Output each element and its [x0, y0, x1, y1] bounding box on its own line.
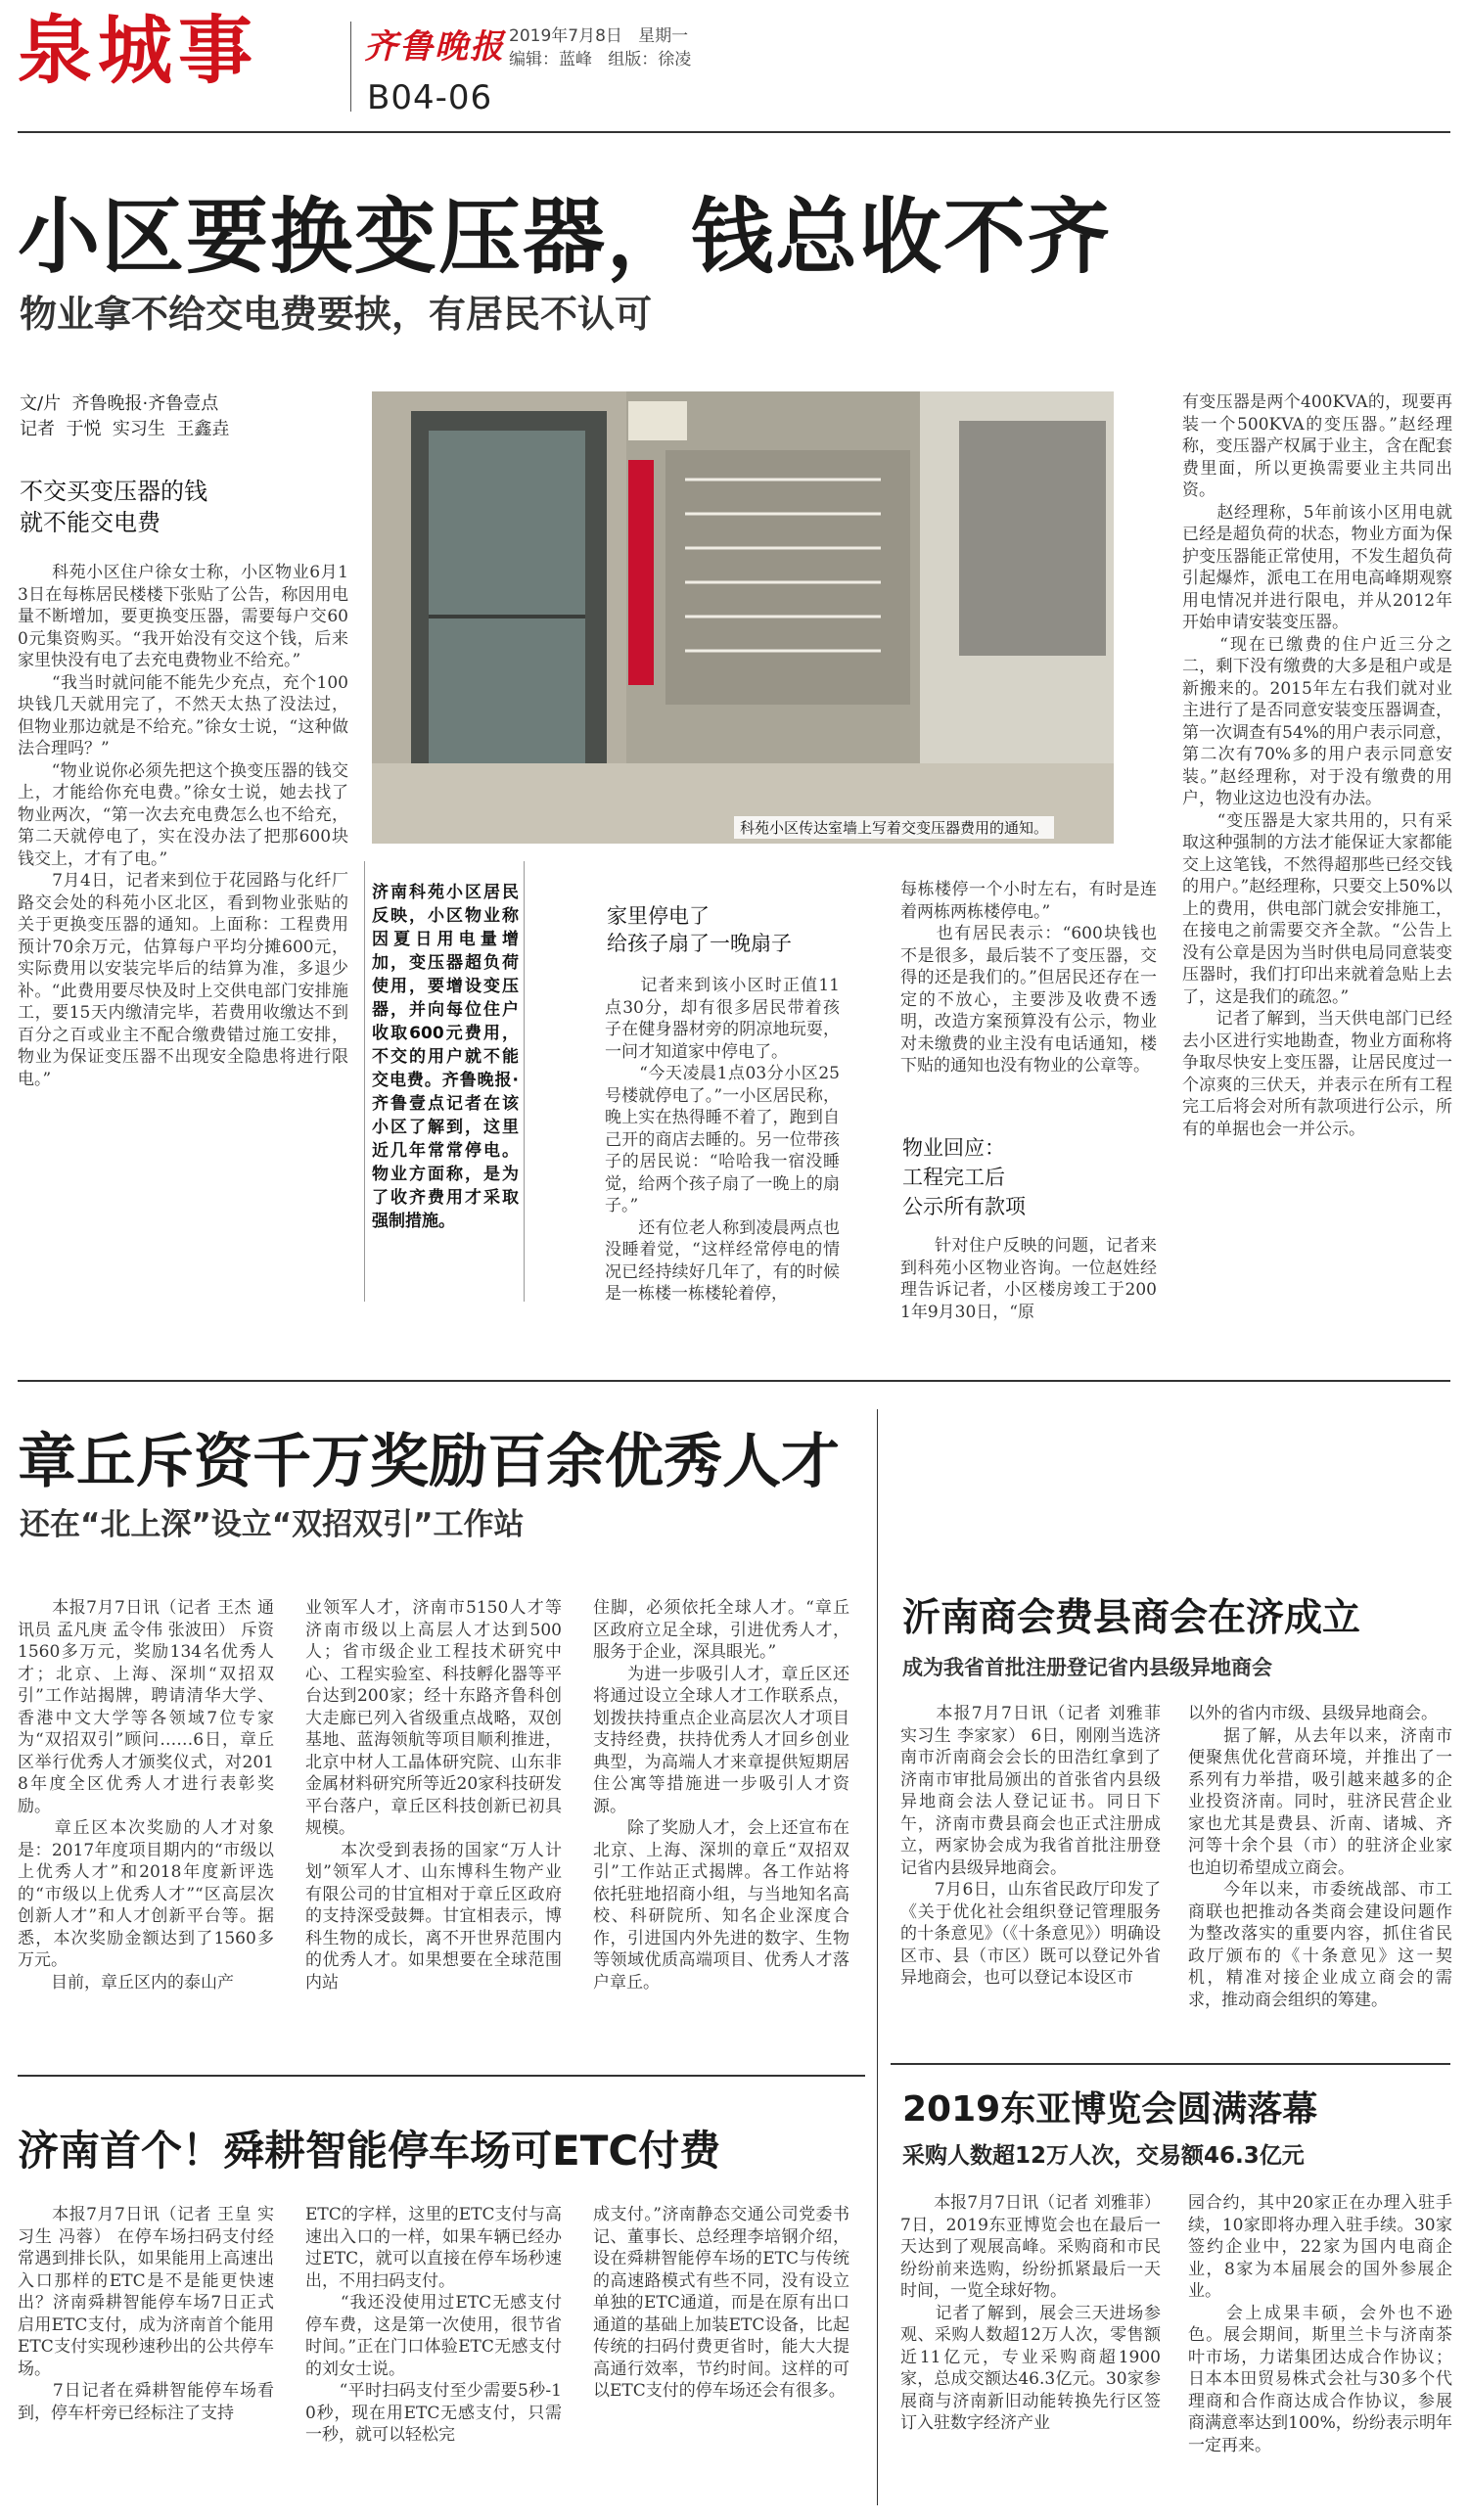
article3-col2-text: 以外的省内市级、县级异地商会。 据了解，从去年以来，济南市便聚焦优化营商环境，并推出了一系列有力举措，吸引越来越多的企业投资济南。同时，驻济民营企业家也尤其是费县、沂南、诸城、齐河等十余个县（市）的驻济企业家也迫切希望成立商会。 今年以来，市委统战部、市工商联也把推动各类商会建设问题作为整改落实的重要内容，抓住省民政厅颁布的《十条意见》这一契机，精准对接企业成立商会的需求，推动商会组织的筹建。 [1188, 1704, 1452, 2010]
article1-byline-2: 记者 于悦 实习生 王鑫垚 [20, 419, 230, 439]
article2-col3-text: 住脚，必须依托全球人才。“章丘区政府立足全球，引进优秀人才，服务于企业，深具眼光。” 为进一步吸引人才，章丘区还将通过设立全球人才工作联系点，划拨扶持重点企业高层次人才项目支持经费，扶持优秀人才回乡创业典型，为高端人才来章提供短期居住公寓等措施进一步吸引人才资源。 除了奖励人才，会上还宣布在北京、上海、深圳的章丘“双招双引”工作站正式揭牌。各工作站将依托驻地招商小组，与当地知名高校、科研院所、知名企业深度合作，引进国内外先进的数字、生物等领域优质高端项目、优秀人才落户章丘。 [593, 1598, 849, 1993]
article1-headline: 小区要换变压器，钱总收不齐 [18, 189, 1113, 285]
article1-lead-box-right-rule [524, 861, 525, 1302]
article2-col1-text: 本报7月7日讯（记者 王杰 通讯员 孟凡庚 孟令伟 张波田） 斥资1560多万元，奖励134名优秀人才；北京、上海、深圳“双招双引”工作站揭牌，聘请清华大学、香港中文大学等各领域7位专家为“双招双引”顾问……6日，章丘区举行优秀人才颁奖仪式，对2018年度全区优秀人才进行表彰奖励。 章丘区本次奖励的人才对象是：2017年度项目期内的“市级以上优秀人才”和2018年度新评选的“市级以上优秀人才”“区高层次创新人才”和人才创新平台等。据悉，本次奖励金额达到了1560多万元。 目前，章丘区内的泰山产 [18, 1598, 274, 1993]
article1-subheadline: 物业拿不给交电费要挟，有居民不认可 [20, 293, 653, 336]
article3-col1-text: 本报7月7日讯（记者 刘雅菲 实习生 李家家） 6日，刚刚当选济南市沂南商会会长的田浩红拿到了济南市审批局颁出的首张省内县级异地商会法人登记证书。同日下午，济南市费县商会也正式注册成立，两家协会成为我省首批注册登记省内县级异地商会。 7月6日，山东省民政厅印发了《关于优化社会组织登记管理服务的十条意见》（《十条意见》）明确设区市、县（市区）既可以登记外省异地商会，也可以登记本设区市 [900, 1704, 1161, 1988]
editor-credits: 编辑：蓝峰 组版：徐凌 [509, 50, 692, 69]
article1-lead-box-left-rule [364, 861, 365, 1302]
article3-bottom-rule [891, 2063, 1450, 2065]
article4-col3-text: 成支付。”济南静态交通公司党委书记、董事长、总经理李培钢介绍，设在舜耕智能停车场的ETC与传统的高速路模式有些不同，没有设立单独的ETC通道，而是在原有出口通道的基础上加装ETC设备，比起传统的扫码付费更省时，能大大提高通行效率，节约时间。这样的可以ETC支付的停车场还会有很多。 [593, 2205, 849, 2401]
article5-subheadline: 采购人数超12万人次，交易额46.3亿元 [902, 2143, 1305, 2169]
article3-subheadline: 成为我省首批注册登记省内县级异地商会 [902, 1656, 1272, 1679]
article1-section1-title: 不交买变压器的钱 就不能交电费 [20, 478, 207, 536]
page-number: B04-06 [367, 78, 493, 117]
article4-col2-text: ETC的字样，这里的ETC支付与高速出入口的一样，如果车辆已经办过ETC，就可以直接在停车场秒速出，不用扫码支付。 “我还没使用过ETC无感支付停车费，这是第一次使用，很节省时间。”正在门口体验ETC无感支付的刘女士说。 “平时扫码支付至少需要5秒-10秒，现在用ETC无感支付，只需一秒，就可以轻松完 [305, 2205, 562, 2445]
article1-section2-title: 家里停电了 给孩子扇了一晚扇子 [607, 904, 792, 955]
article1-photo [372, 391, 1114, 844]
article1-col4-text: 每栋楼停一个小时左右，有时是连着两栋两栋楼停电。” 也有居民表示：“600块钱也不是很多，最后装不了变压器，交得的还是我们的。”但居民还存在一定的不放心，主要涉及收费不透明，改造方案预算没有公示，物业对未缴费的业主没有电话通知，楼下贴的通知也没有物业的公章等。 [900, 880, 1157, 1076]
article1-byline-1: 文/片 齐鲁晚报·齐鲁壹点 [20, 393, 219, 414]
paper-logo: 齐鲁晚报 [364, 27, 505, 67]
masthead-rule [18, 131, 1450, 133]
article4-headline: 济南首个！舜耕智能停车场可ETC付费 [18, 2127, 721, 2175]
section-title: 泉城事 [18, 7, 258, 94]
article1-section3-title: 物业回应： 工程完工后 公示所有款项 [902, 1136, 1026, 1218]
article4-col1-text: 本报7月7日讯（记者 王皇 实习生 冯蓉） 在停车场扫码支付经常遇到排长队，如果能用上高速出入口那样的ETC是不是能更快速出？济南舜耕智能停车场7日正式启用ETC支付，成为济南首个能用ETC支付实现秒速秒出的公共停车场。 7日记者在舜耕智能停车场看到，停车杆旁已经标注了支持 [18, 2205, 274, 2423]
article2-subheadline: 还在“北上深”设立“双招双引”工作站 [20, 1507, 525, 1542]
article4-top-rule [18, 2075, 865, 2077]
article1-photo-caption: 科苑小区传达室墙上写着交变压器费用的通知。 [734, 816, 1054, 839]
article1-col3-text: 记者来到该小区时正值11点30分，却有很多居民带着孩子在健身器材旁的阴凉地玩耍，一问才知道家中停电了。 “今天凌晨1点03分小区25号楼就停电了。”一小区居民称，晚上实在热得睡不着了，跑到自己开的商店去睡的。另一位带孩子的居民说：“哈哈我一宿没睡觉，给两个孩子扇了一晚上的扇子。” 还有位老人称到凌晨两点也没睡着觉，“这样经常停电的情况已经持续好几年了，有的时候是一栋楼一栋楼轮着停， [605, 976, 840, 1304]
article1-photo-illustration [372, 391, 1114, 844]
article2-col2-text: 业领军人才，济南市5150人才等济南市级以上高层人才达到500人；省市级企业工程技术研究中心、工程实验室、科技孵化器等平台达到200家；经十东路齐鲁科创大走廊已列入省级重点战略，双创基地、蓝海领航等项目顺利推进，北京中材人工晶体研究院、山东非金属材料研究所等近20家科技研发平台落户，章丘区科技创新已初具规模。 本次受到表扬的国家“万人计划”领军人才、山东博科生物产业有限公司的甘宜相对于章丘区政府的支持深受鼓舞。甘宜相表示，博科生物的成长，离不开世界范围内的优秀人才。如果想要在全球范围内站 [305, 1598, 562, 1993]
article1-col1-text: 科苑小区住户徐女士称，小区物业6月13日在每栋居民楼楼下张贴了公告，称因用电量不断增加，要更换变压器，需要每户交600元集资购买。“我开始没有交这个钱，后来家里快没有电了去充电费物业不给充。” “我当时就问能不能先少充点，充个100块钱几天就用完了，不然天太热了没法过，但物业那边就是不给充。”徐女士说，“这种做法合理吗？” “物业说你必须先把这个换变压器的钱交上，才能给你充电费。”徐女士说，她去找了物业两次，“第一次去充电费怎么也不给充，第二天就停电了，实在没办法了把那600块钱交上，才有了电。” 7月4日，记者来到位于花园路与化纤厂路交会处的科苑小区北区，看到物业张贴的关于更换变压器的通知。上面称：工程费用预计70余万元，估算每户平均分摊600元，实际费用以安装完毕后的结算为准，多退少补。“此费用要尽快及时上交供电部门安排施工，要15天内缴清完毕，若费用收缴达不到百分之百或业主不配合缴费错过施工安排，物业为保证变压器不出现安全隐患将进行限电。” [18, 563, 348, 1089]
article1-bottom-rule [18, 1380, 1450, 1382]
issue-date: 2019年7月8日 星期一 [509, 26, 689, 46]
masthead-divider [350, 22, 351, 112]
article3-headline: 沂南商会费县商会在济成立 [902, 1596, 1361, 1640]
article5-col1-text: 本报7月7日讯（记者 刘雅菲） 7日，2019东亚博览会也在最后一天达到了观展高峰。采购商和市民纷纷前来选购，纷纷抓紧最后一天时间，一览全球好物。 记者了解到，展会三天进场参观、采购人数超12万人次，零售额近11亿元，专业采购商超1900家，总成交额达46.3亿元。30家参展商与济南新旧动能转换先行区签订入驻数字经济产业 [900, 2193, 1161, 2433]
article5-headline: 2019东亚博览会圆满落幕 [902, 2089, 1318, 2130]
article-column-divider [877, 1409, 878, 2505]
article2-headline: 章丘斥资千万奖励百余优秀人才 [18, 1428, 840, 1496]
article1-col4b-text: 针对住户反映的问题，记者来到科苑小区物业咨询。一位赵姓经理告诉记者，小区楼房竣工于2001年9月30日，“原 [900, 1236, 1157, 1322]
article1-col5-text: 有变压器是两个400KVA的，现要再装一个500KVA的变压器。”赵经理称，变压器产权属于业主，含在配套费里面，所以更换需要业主共同出资。 赵经理称，5年前该小区用电就已经是超负荷的状态，物业方面为保护变压器能正常使用，不发生超负荷引起爆炸，派电工在用电高峰期观察用电情况并进行限电，并从2012年开始申请安装变压器。 “现在已缴费的住户近三分之二，剩下没有缴费的大多是租户或是新搬来的。2015年左右我们就对业主进行了是否同意安装变压器调查，第一次调查有54%的用户表示同意，第二次有70%多的用户表示同意安装。”赵经理称，对于没有缴费的用户，物业这边也没有办法。 “变压器是大家共用的，只有采取这种强制的方法才能保证大家都能交上这笔钱，不然得超那些已经交钱的用户。”赵经理称，只要交上50%以上的费用，供电部门就会安排施工，在接电之前需要交齐全款。“公告上没有公章是因为当时供电局同意装变压器时，我们打印出来就着急贴上去了，这是我们的疏忽。” 记者了解到，当天供电部门已经去小区进行实地勘查，物业方面称将争取尽快安上变压器，让居民度过一个凉爽的三伏天，并表示在所有工程完工后将会对所有款项进行公示，所有的单据也会一并公示。 [1182, 392, 1452, 1139]
article1-lead-box: 济南科苑小区居民反映，小区物业称因夏日用电量增加，变压器超负荷使用，要增设变压器，并向每位住户收取600元费用，不交的用户就不能交电费。齐鲁晚报·齐鲁壹点记者在该小区了解到，这里近几年常常停电。物业方面称，是为了收齐费用才采取强制措施。 [372, 883, 519, 1231]
article5-col2-text: 园合约，其中20家正在办理入驻手续，10家即将办理入驻手续。30家签约企业中，22家为国内电商企业，8家为本届展会的国外参展企业。 会上成果丰硕，会外也不逊色。展会期间，斯里兰卡与济南茶叶市场，力诺集团达成合作协议；日本本田贸易株式会社与30多个代理商和合作商达成合作协议，参展商满意率达到100%，纷纷表示明年一定再来。 [1188, 2193, 1452, 2455]
